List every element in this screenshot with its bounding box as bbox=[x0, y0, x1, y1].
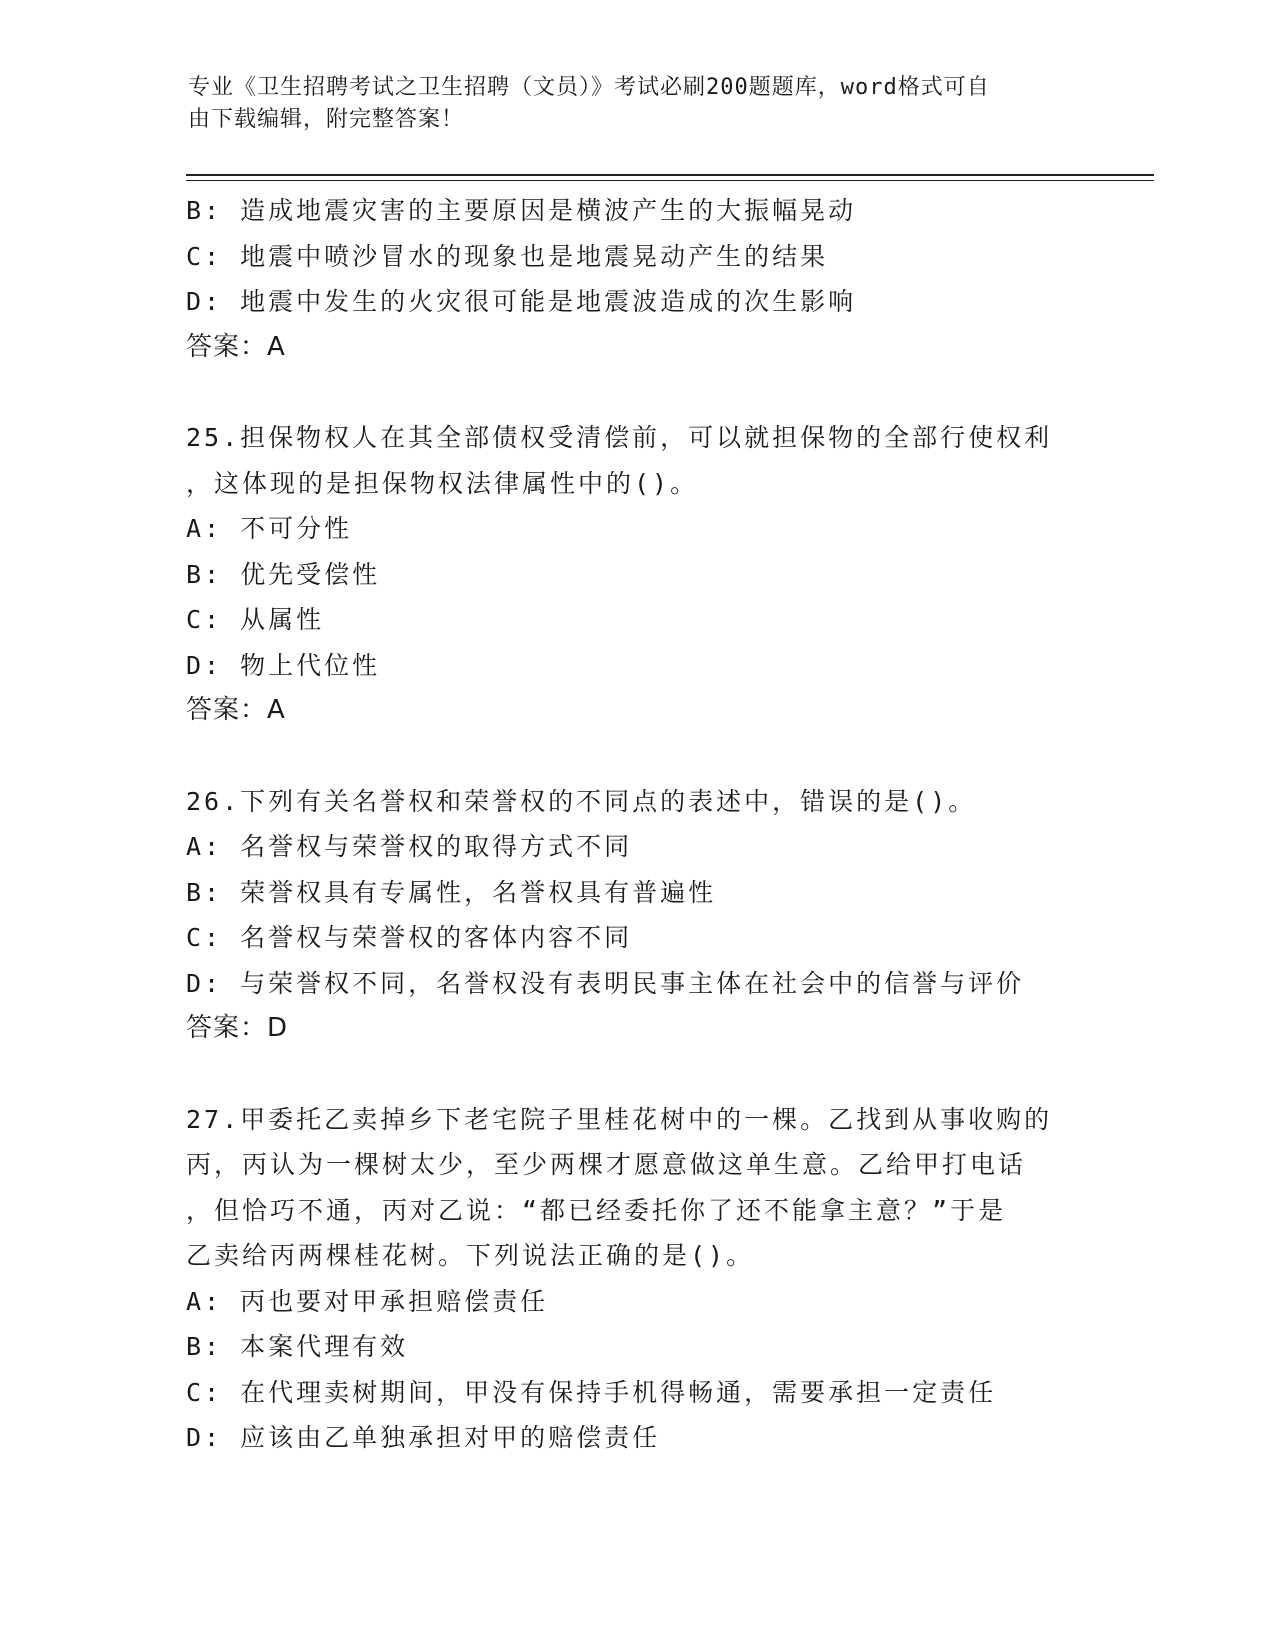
option-d: D: 地震中发生的火灾很可能是地震波造成的次生影响 bbox=[186, 287, 857, 316]
option-c: C: 在代理卖树期间，甲没有保持手机得畅通，需要承担一定责任 bbox=[186, 1377, 997, 1407]
spacer bbox=[186, 370, 1086, 415]
option-d: D: 物上代位性 bbox=[186, 650, 381, 680]
option-d: D: 应该由乙单独承担对甲的赔偿责任 bbox=[186, 1423, 661, 1452]
spacer bbox=[186, 1052, 1086, 1097]
option-b: B: 造成地震灾害的主要原因是横波产生的大振幅晃动 bbox=[186, 196, 857, 225]
option-d: D: 与荣誉权不同，名誉权没有表明民事主体在社会中的信誉与评价 bbox=[186, 968, 1025, 998]
question-stem-line: ，但恰巧不通，丙对乙说：“都已经委托你了还不能拿主意？”于是 bbox=[186, 1195, 1007, 1225]
spacer bbox=[186, 734, 1086, 779]
answer-line: 答案：A bbox=[186, 331, 286, 362]
option-a: A: 名誉权与荣誉权的取得方式不同 bbox=[186, 832, 633, 861]
question-stem-line: 27.甲委托乙卖掉乡下老宅院子里桂花树中的一棵。乙找到从事收购的 bbox=[186, 1104, 1053, 1134]
question-26 bbox=[186, 779, 1086, 1052]
option-a: A: 丙也要对甲承担赔偿责任 bbox=[186, 1286, 549, 1316]
question-24-continued bbox=[186, 188, 1086, 370]
question-stem-line: 25.担保物权人在其全部债权受清偿前，可以就担保物的全部行使权利 bbox=[186, 423, 1053, 452]
question-stem-line: ，这体现的是担保物权法律属性中的()。 bbox=[186, 468, 699, 498]
question-list bbox=[186, 188, 1086, 1461]
header-line-2: 由下载编辑，附完整答案！ bbox=[188, 107, 465, 132]
option-b: B: 优先受偿性 bbox=[186, 559, 381, 589]
option-b: B: 本案代理有效 bbox=[186, 1332, 409, 1361]
option-c: C: 从属性 bbox=[186, 605, 325, 634]
option-b: B: 荣誉权具有专属性，名誉权具有普遍性 bbox=[186, 877, 717, 907]
question-27 bbox=[186, 1097, 1086, 1461]
question-stem-line: 丙，丙认为一棵树太少，至少两棵才愿意做这单生意。乙给甲打电话 bbox=[186, 1150, 1027, 1179]
header-line-1: 专业《卫生招聘考试之卫生招聘（文员）》考试必刷200题题库，word格式可自 bbox=[188, 75, 990, 100]
question-stem-line: 26.下列有关名誉权和荣誉权的不同点的表述中，错误的是()。 bbox=[186, 786, 977, 816]
answer-line: 答案：D bbox=[186, 1013, 289, 1043]
page-header bbox=[188, 72, 1068, 136]
answer-line: 答案：A bbox=[186, 695, 286, 725]
question-stem-line: 乙卖给丙两棵桂花树。下列说法正确的是()。 bbox=[186, 1241, 755, 1270]
option-c: C: 名誉权与荣誉权的客体内容不同 bbox=[186, 923, 633, 952]
header-divider-thin bbox=[186, 180, 1154, 181]
option-c: C: 地震中喷沙冒水的现象也是地震晃动产生的结果 bbox=[186, 241, 829, 271]
option-a: A: 不可分性 bbox=[186, 514, 353, 543]
question-25 bbox=[186, 415, 1086, 734]
header-divider-thick bbox=[186, 174, 1154, 176]
